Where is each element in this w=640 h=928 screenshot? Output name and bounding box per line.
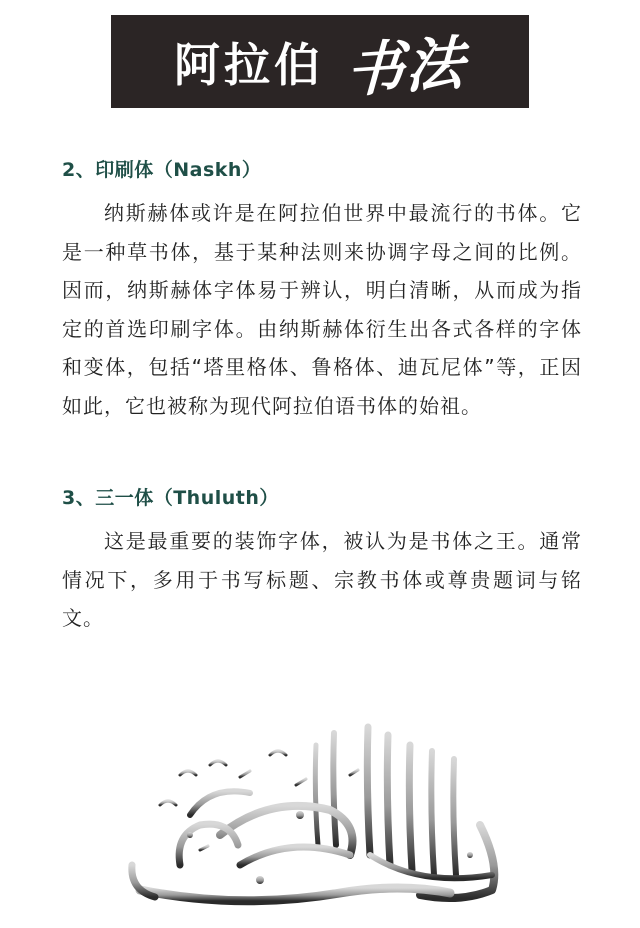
section-body: 纳斯赫体或许是在阿拉伯世界中最流行的书体。它是一种草书体，基于某种法则来协调字母之间的比例。因而，纳斯赫体字体易于辨认，明白清晰，从而成为指定的首选印刷字体。由纳斯赫体衍生出各式各样的字体和变体，包括“塔里格体、鲁格体、迪瓦尼体”等，正因如此，它也被称为现代阿拉伯语书体的始祖。 [62, 201, 582, 418]
section-naskh [62, 158, 582, 425]
basmala-calligraphy-image [120, 715, 520, 910]
title-plain-text: 阿拉伯 [173, 37, 324, 92]
section-body: 这是最重要的装饰字体，被认为是书体之王。通常情况下，多用于书写标题、宗教书体或尊贵题词与铭文。 [62, 529, 582, 630]
section-heading: 2、印刷体（Naskh） [62, 159, 262, 181]
title-brush-text: 书法 [344, 28, 467, 105]
title-banner [111, 15, 529, 108]
section-heading: 3、三一体（Thuluth） [62, 487, 279, 509]
section-thuluth [62, 486, 582, 638]
